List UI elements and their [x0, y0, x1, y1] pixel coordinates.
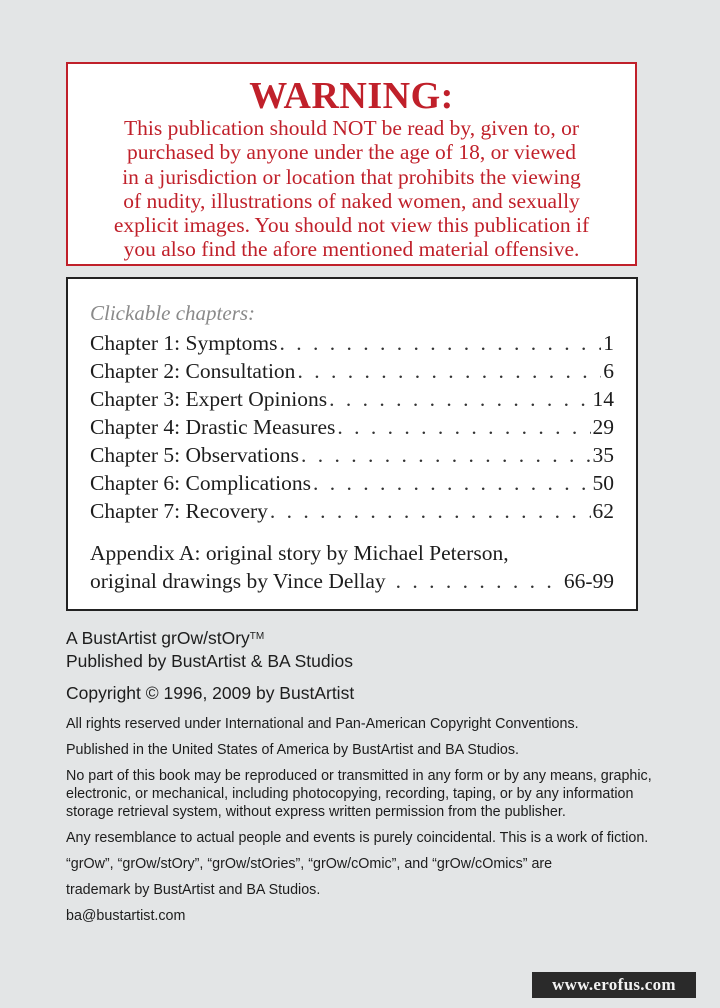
chapter-link-6[interactable]	[90, 469, 614, 497]
dot-leader	[329, 385, 590, 413]
table-of-contents	[66, 277, 638, 611]
chapter-title: Chapter 5: Observations	[90, 443, 299, 467]
dot-leader	[337, 413, 590, 441]
chapter-title: Chapter 2: Consultation	[90, 359, 296, 383]
series-name: A BustArtist grOw/stOry	[66, 628, 250, 648]
chapter-page: 1	[603, 331, 614, 355]
chapter-link-2[interactable]	[90, 357, 614, 385]
warning-line: purchased by anyone under the age of 18, or viewed	[127, 140, 576, 165]
chapter-page: 29	[592, 415, 614, 439]
appendix-link[interactable]	[90, 539, 614, 595]
chapter-page: 14	[592, 387, 614, 411]
toc-heading: Clickable chapters:	[90, 301, 256, 325]
trademark-notice-1: “grOw”, “grOw/stOry”, “grOw/stOries”, “grOw/cOmic”, and “grOw/cOmics” are	[66, 856, 553, 872]
resemblance-notice: Any resemblance to actual people and events is purely coincidental. This is a work of fiction.	[66, 830, 649, 846]
chapter-title: Chapter 6: Complications	[90, 471, 311, 495]
warning-line: you also find the afore mentioned material offensive.	[123, 237, 580, 262]
chapter-page: 62	[592, 499, 614, 523]
warning-line: This publication should NOT be read by, given to, or	[123, 116, 579, 140]
dot-leader	[313, 469, 591, 497]
published-in-line: Published in the United States of America by BustArtist and BA Studios.	[66, 742, 519, 758]
appendix-pages: 66-99	[563, 569, 614, 593]
chapter-title: Chapter 7: Recovery	[90, 499, 268, 523]
dot-leader	[301, 441, 591, 469]
appendix-line-2: original drawings by Vince Dellay	[90, 569, 386, 593]
trademark-notice-2: trademark by BustArtist and BA Studios.	[66, 882, 321, 898]
warning-line: in a jurisdiction or location that prohibits the viewing	[122, 164, 581, 189]
warning-title: WARNING:	[249, 75, 454, 117]
appendix-line-1: Appendix A: original story by Michael Peterson,	[90, 541, 509, 565]
chapter-page: 6	[603, 359, 614, 383]
series-line	[66, 625, 656, 650]
warning-line: explicit images. You should not view this publication if	[113, 213, 590, 238]
warning-line: of nudity, illustrations of naked women, and sexually	[123, 188, 580, 213]
reproduction-notice: No part of this book may be reproduced or transmitted in any form or by any means, graphic, electronic, or mechanical, including photocopying, recording, taping, or by any information storage retrieval system, without express written permission from the publisher.	[66, 768, 652, 820]
chapter-page: 50	[592, 471, 614, 495]
warning-box	[66, 62, 637, 266]
dot-leader	[280, 329, 602, 357]
credits-block	[66, 625, 656, 925]
chapter-title: Chapter 4: Drastic Measures	[90, 415, 336, 439]
chapter-link-1[interactable]	[90, 329, 614, 357]
publisher-line: Published by BustArtist & BA Studios	[66, 651, 353, 671]
chapter-page: 35	[592, 443, 614, 467]
chapter-title: Chapter 3: Expert Opinions	[90, 387, 328, 411]
chapter-link-4[interactable]	[90, 413, 614, 441]
contact-email[interactable]: ba@bustartist.com	[66, 908, 186, 924]
dot-leader	[297, 357, 601, 385]
dot-leader	[270, 497, 591, 525]
rights-line: All rights reserved under International and Pan-American Copyright Conventions.	[66, 716, 579, 732]
chapter-link-7[interactable]	[90, 497, 614, 525]
trademark-symbol: TM	[249, 631, 265, 642]
dot-leader	[396, 567, 552, 595]
chapter-link-3[interactable]	[90, 385, 614, 413]
site-watermark: www.erofus.com	[532, 972, 696, 998]
copyright-line: Copyright © 1996, 2009 by BustArtist	[66, 683, 355, 703]
chapter-title: Chapter 1: Symptoms	[90, 331, 278, 355]
chapter-link-5[interactable]	[90, 441, 614, 469]
